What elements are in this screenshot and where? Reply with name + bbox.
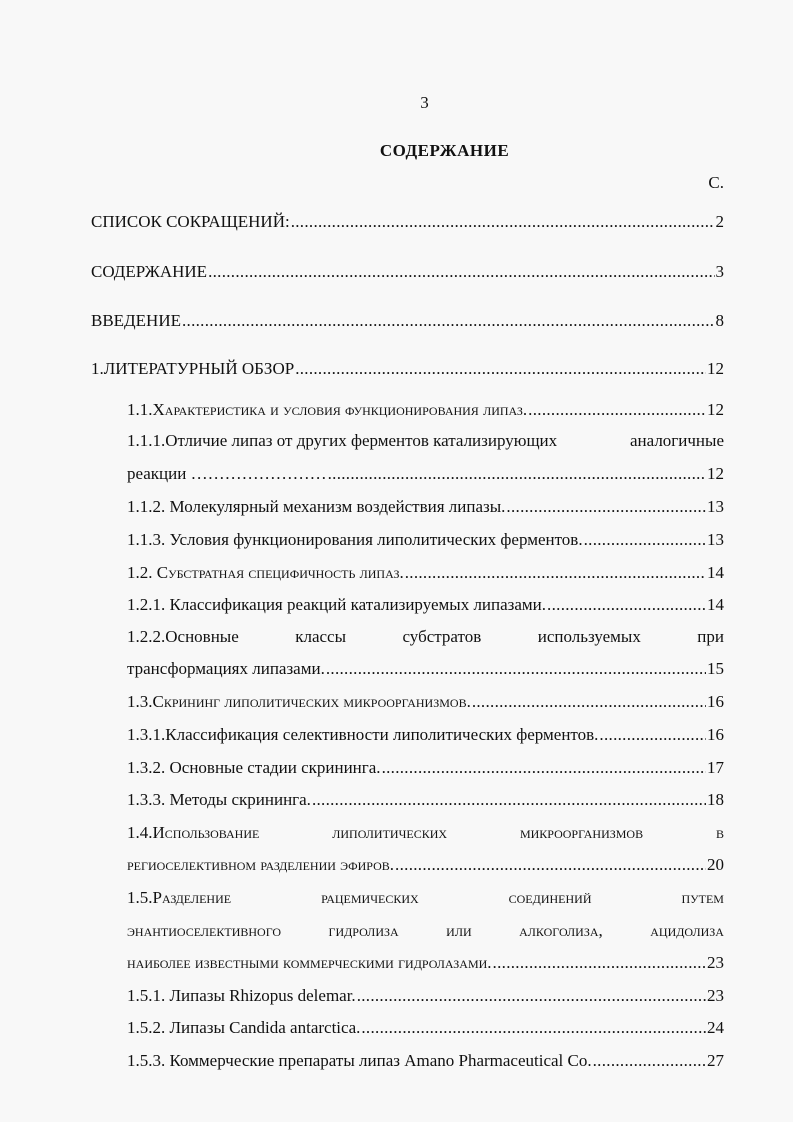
toc-entry[interactable]: 1.5.1. Липазы Rhizopus delemar. ..... 23 <box>127 985 724 1007</box>
toc-entry[interactable]: реакции …………………… ..... 12 <box>127 463 724 485</box>
toc-entry[interactable]: СОДЕРЖАНИЕ ..... 3 <box>91 261 724 283</box>
toc-entry[interactable]: 1.2. Субстратная специфичность липаз. ..... 14 <box>127 562 724 584</box>
toc-entry[interactable]: 1.1.Характеристика и условия функционирования липаз. ..... 12 <box>127 399 724 421</box>
toc-entry[interactable]: 1.5.3. Коммерческие препараты липаз Amano Pharmaceutical Co. ..... 27 <box>127 1050 724 1072</box>
toc-entry[interactable]: 1.1.3. Условия функционирования липолитических ферментов. ..... 13 <box>127 529 724 551</box>
toc-entry[interactable]: 1.2.1. Классификация реакций катализируемых липазами. ..... 14 <box>127 594 724 616</box>
toc-entry[interactable]: региоселективном разделении эфиров. ..... 20 <box>127 854 724 876</box>
toc-entry[interactable]: 1.3.1.Классификация селективности липолитических ферментов. ..... 16 <box>127 724 724 746</box>
page-column-label: С. <box>708 173 724 192</box>
toc-entry-line[interactable]: 1.1.1.Отличие липаз от других ферментов катализирующих аналогичные <box>127 431 724 450</box>
page-title: СОДЕРЖАНИЕ <box>379 141 510 160</box>
toc-entry-line[interactable]: 1.5.Разделение рацемических соединений путем <box>127 888 724 907</box>
toc-entry[interactable]: наиболее известными коммерческими гидролазами. ..... 23 <box>127 952 724 974</box>
toc-entry[interactable]: СПИСОК СОКРАЩЕНИЙ: ..... 2 <box>91 211 724 233</box>
toc-entry[interactable]: 1.5.2. Липазы Candida antarctica. ..... 24 <box>127 1017 724 1039</box>
page-number: 3 <box>420 93 429 112</box>
toc-entry-line[interactable]: 1.4.Использование липолитических микроорганизмов в <box>127 823 724 842</box>
toc-entry[interactable]: 1.3.3. Методы скрининга. ..... 18 <box>127 789 724 811</box>
toc-entry[interactable]: 1.ЛИТЕРАТУРНЫЙ ОБЗОР ..... 12 <box>91 358 724 380</box>
toc-entry[interactable]: 1.3.2. Основные стадии скрининга. ..... 17 <box>127 757 724 779</box>
toc-entry[interactable]: 1.3.Скрининг липолитических микроорганизмов. ..... 16 <box>127 691 724 713</box>
toc-entry[interactable]: трансформациях липазами. ..... 15 <box>127 658 724 680</box>
toc-entry-line[interactable]: энантиоселективного гидролиза или алкоголиза, ацидолиза <box>127 921 724 940</box>
toc-entry-line[interactable]: 1.2.2.Основные классы субстратов используемых при <box>127 627 724 646</box>
toc-entry[interactable]: 1.1.2. Молекулярный механизм воздействия липазы. ..... 13 <box>127 496 724 518</box>
toc-entry[interactable]: ВВЕДЕНИЕ ..... 8 <box>91 310 724 332</box>
